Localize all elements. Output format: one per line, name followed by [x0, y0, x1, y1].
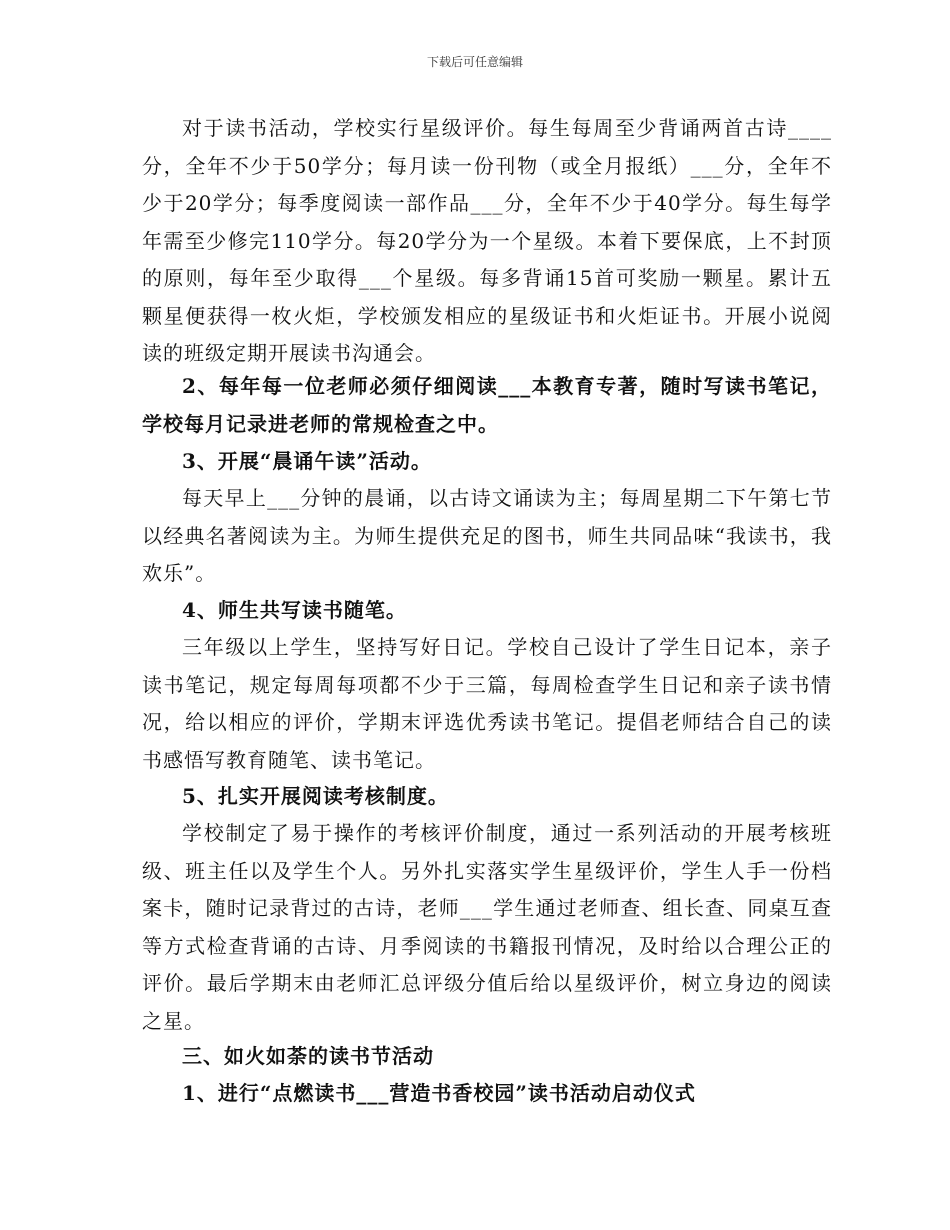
paragraph-star-evaluation: 对于读书活动，学校实行星级评价。每生每周至少背诵两首古诗____分，全年不少于50学分；每月读一份刊物（或全月报纸）___分，全年不少于20学分；每季度阅读一部作品___分，全年不少于40学分。每生每学年需至少修完110学分。每20学分为一个星级。本着下要保底，上不封顶的原则，每年至少取得___个星级。每多背诵15首可奖励一颗星。累计五颗星便获得一枚火炬，学校颁发相应的星级证书和火炬证书。开展小说阅读的班级定期开展读书沟通会。 [142, 116, 832, 365]
paragraph-assessment: 学校制定了易于操作的考核评价制度，通过一系列活动的开展考核班级、班主任以及学生个人。另外扎实落实学生星级评价，学生人手一份档案卡，随时记录背过的古诗，老师___学生通过老师查、组长查、同桌互查等方式检查背诵的古诗、月季阅读的书籍报刊情况，及时给以合理公正的评价。最后学期末由老师汇总评级分值后给以星级评价，树立身边的阅读之星。 [142, 821, 832, 1033]
heading-reading-festival: 三、如火如荼的读书节活动 [182, 1044, 434, 1068]
paragraph-reading-notes: 三年级以上学生，坚持写好日记。学校自己设计了学生日记本，亲子读书笔记，规定每周每项都不少于三篇，每周检查学生日记和亲子读书情况，给以相应的评价，学期末评选优秀读书笔记。提倡老师结合自己的读书感悟写教育随笔、读书笔记。 [142, 635, 832, 772]
heading-teacher-reading: 2、每年每一位老师必须仔细阅读___本教育专著，随时写读书笔记，学校每月记录进老师的常规检查之中。 [142, 374, 832, 436]
page-header: 下载后可任意编辑 [426, 55, 523, 69]
heading-assessment: 5、扎实开展阅读考核制度。 [182, 784, 449, 808]
heading-launch-ceremony: 1、进行“点燃读书___营造书香校园”读书活动启动仪式 [182, 1081, 696, 1105]
heading-reading-notes: 4、师生共写读书随笔。 [182, 598, 407, 622]
heading-morning-reading: 3、开展“晨诵午读”活动。 [182, 449, 432, 473]
paragraph-morning-reading: 每天早上___分钟的晨诵，以古诗文诵读为主；每周星期二下午第七节以经典名著阅读为主。为师生提供充足的图书，师生共同品味“我读书，我欢乐”。 [142, 486, 832, 585]
